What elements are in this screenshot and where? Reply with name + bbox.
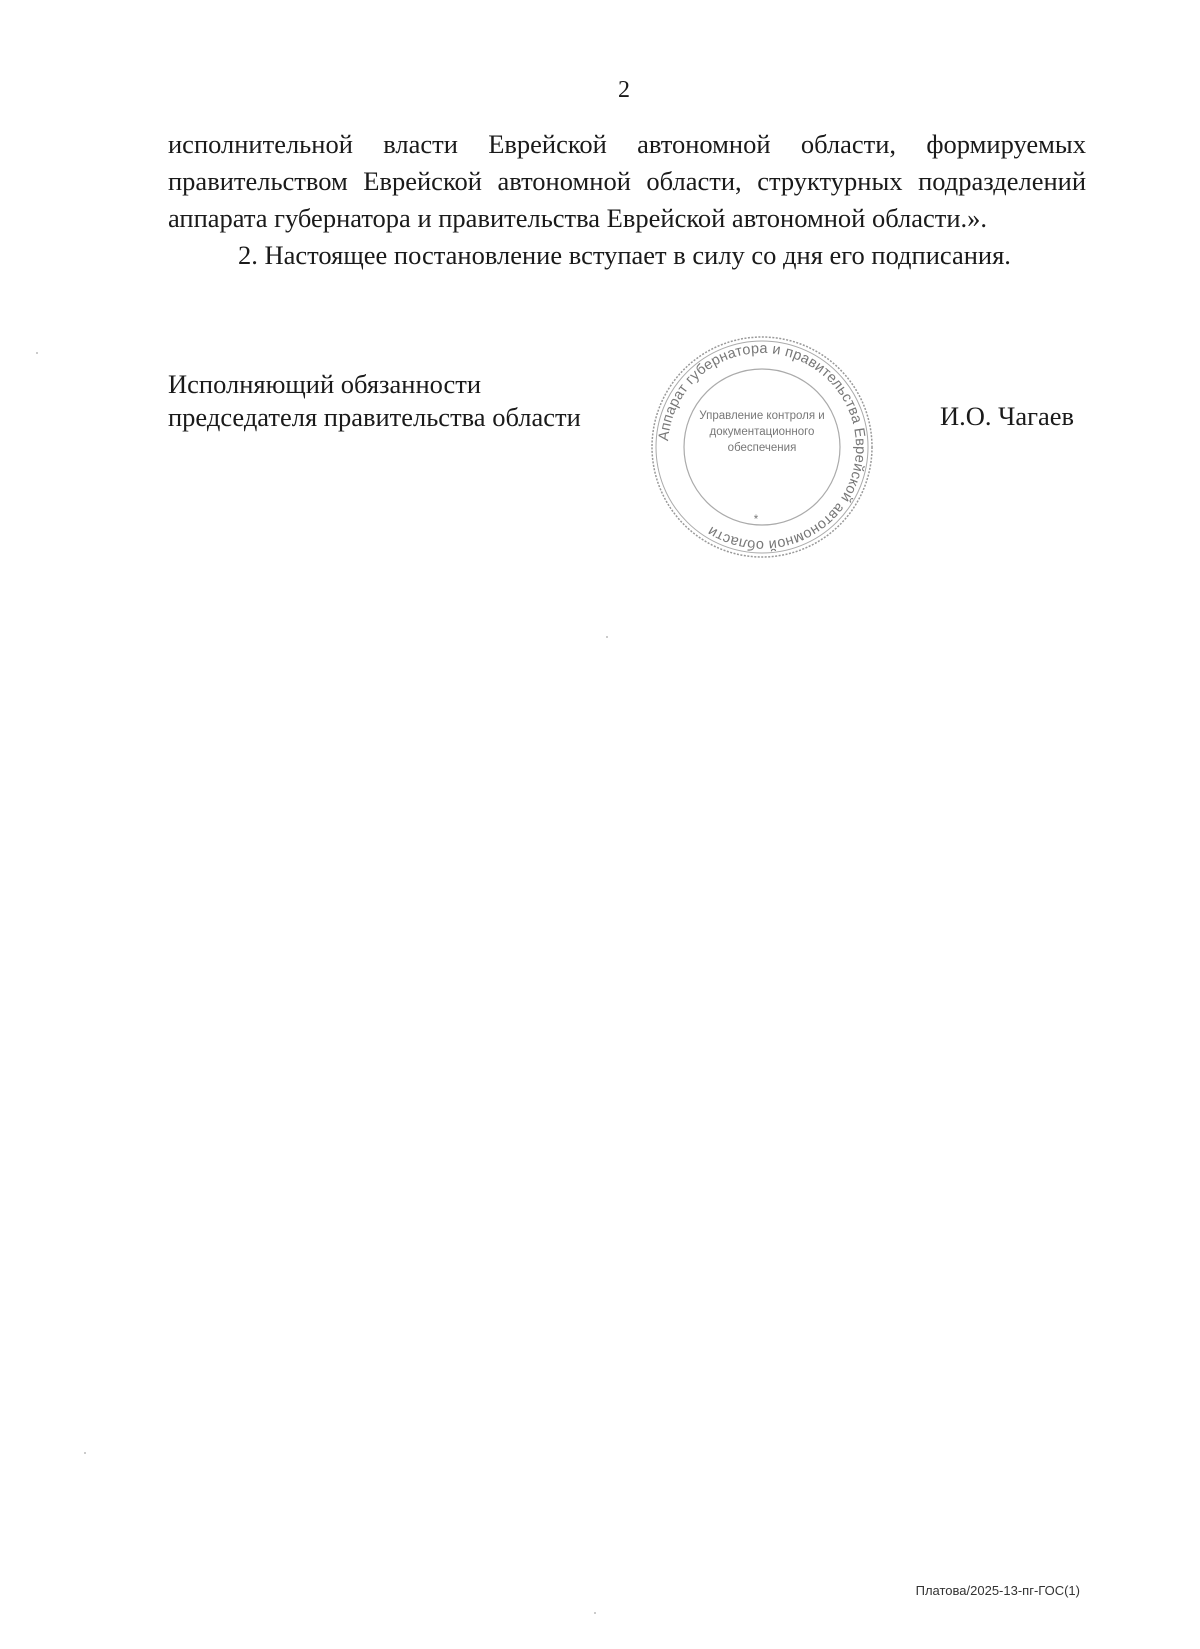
- stamp-star: *: [753, 514, 759, 526]
- stamp-inner-line-1: Управление контроля и: [699, 410, 825, 422]
- footer-document-code: Платова/2025-13-пг-ГОС(1): [915, 1583, 1080, 1598]
- stamp-ring-text: Аппарат губернатора и правительства Еврейской автономной области: [656, 340, 869, 554]
- stamp-inner-line-2: документационного: [709, 426, 815, 438]
- official-stamp: [648, 333, 876, 561]
- paragraph-1-line-3: аппарата губернатора и правительства Еврейской автономной области.».: [168, 203, 988, 233]
- scan-speck: [594, 1612, 596, 1614]
- paragraph-1-line-1: исполнительной власти Еврейской автономной области, формируемых: [168, 129, 1086, 159]
- signature-title: [168, 368, 581, 434]
- signature-title-line-2: председателя правительства области: [168, 402, 581, 432]
- signer-name: И.О. Чагаев: [940, 401, 1075, 431]
- stamp-inner-line-3: обеспечения: [727, 442, 797, 454]
- scan-speck: [606, 636, 608, 638]
- stamp-seal: [648, 333, 876, 561]
- paragraph-1-line-2: правительством Еврейской автономной области, структурных подразделений: [168, 166, 1086, 196]
- signature-title-line-1: Исполняющий обязанности: [168, 369, 482, 399]
- paragraph-2: 2. Настоящее постановление вступает в силу со дня его подписания.: [238, 240, 1011, 270]
- body-text: [168, 126, 1086, 274]
- scan-speck: [84, 1452, 86, 1454]
- page-number: 2: [618, 77, 630, 103]
- scan-speck: [36, 352, 38, 354]
